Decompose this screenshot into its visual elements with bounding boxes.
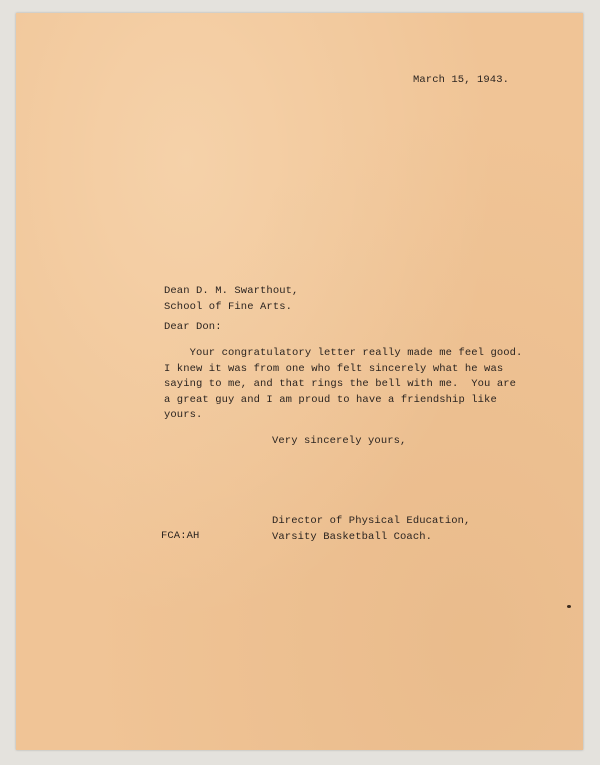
signature-title-line: Director of Physical Education, <box>272 515 471 527</box>
letter-page <box>16 13 583 750</box>
typist-initials: FCA:AH <box>161 530 200 542</box>
body-line: Your congratulatory letter really made me feel good. <box>164 347 523 359</box>
complimentary-close: Very sincerely yours, <box>272 435 407 447</box>
body-line: I knew it was from one who felt sincerely what he was <box>164 362 504 375</box>
recipient-name: Dean D. M. Swarthout, <box>164 285 299 297</box>
signature-block <box>272 514 470 545</box>
letter-body <box>164 346 522 424</box>
letter-date: March 15, 1943. <box>413 74 510 86</box>
body-line: saying to me, and that rings the bell with me. You are <box>164 378 517 390</box>
paper-speck <box>567 605 571 608</box>
salutation: Dear Don: <box>164 321 222 333</box>
body-line: yours. <box>164 409 203 421</box>
body-line: a great guy and I am proud to have a friendship like <box>164 393 497 406</box>
recipient-address <box>164 284 298 315</box>
signature-title-line: Varsity Basketball Coach. <box>272 530 433 543</box>
recipient-department: School of Fine Arts. <box>164 300 293 313</box>
